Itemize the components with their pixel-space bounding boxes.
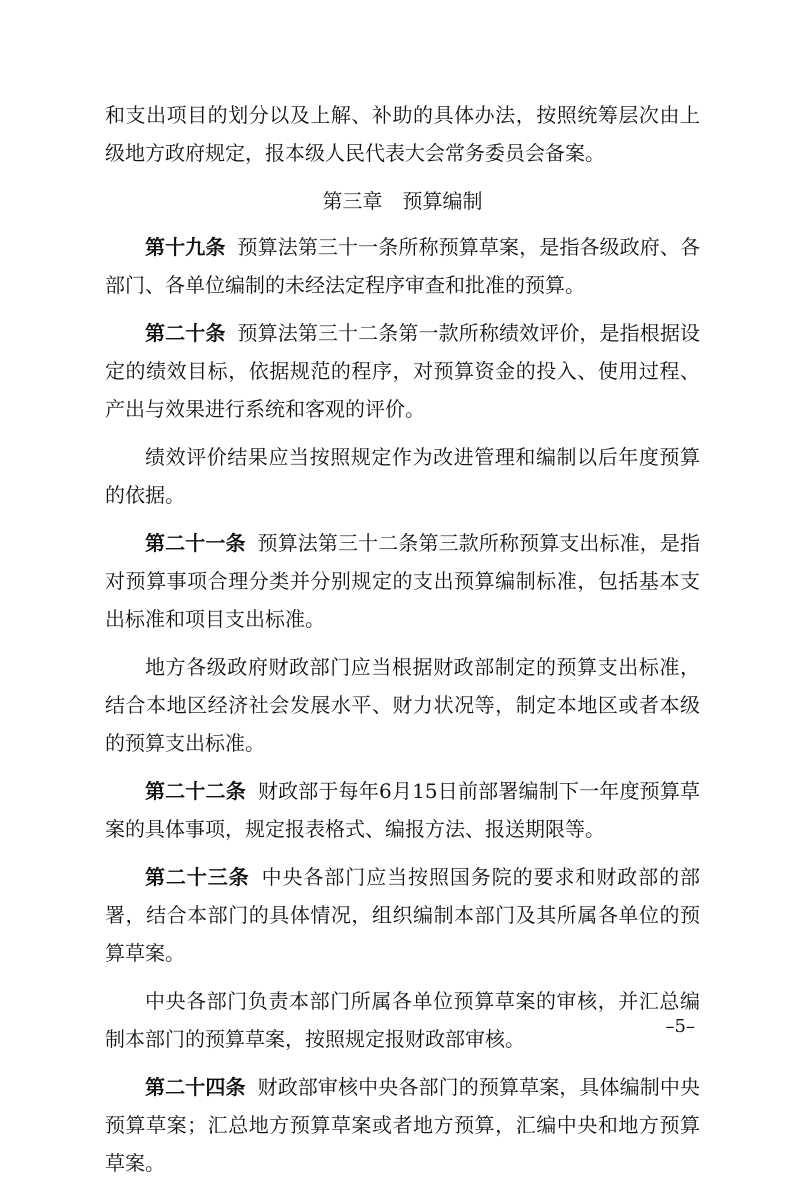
article-number: 第二十二条	[145, 779, 246, 803]
article-23	[105, 858, 700, 972]
article-text: 预算法第三十一条所称预算草案，是指各级政府、各部门、各单位编制的未经法定程序审查和批准的预算。	[105, 235, 701, 297]
paragraph: 绩效评价结果应当按照规定作为改进管理和编制以后年度预算的依据。	[105, 445, 700, 507]
article-number: 第二十一条	[145, 531, 246, 555]
article-22	[105, 772, 700, 848]
article-19	[105, 228, 700, 304]
article-text: 预算法第三十二条第三款所称预算支出标准，是指对预算事项合理分类并分别规定的支出预算编制标准，包括基本支出标准和项目支出标准。	[105, 531, 701, 631]
paragraph: 中央各部门负责本部门所属各单位预算草案的审核，并汇总编制本部门的预算草案，按照规定报财政部审核。	[105, 989, 700, 1051]
article-21	[105, 524, 700, 638]
article-number: 第二十三条	[145, 865, 250, 889]
article-24	[105, 1068, 700, 1182]
body-text	[105, 96, 700, 1192]
article-text: 财政部于每年6月15日前部署编制下一年度预算草案的具体事项，规定报表格式、编报方法、报送期限等。	[105, 779, 700, 841]
paragraph: 地方各级政府财政部门应当根据财政部制定的预算支出标准，结合本地区经济社会发展水平、财力状况等，制定本地区或者本级的预算支出标准。	[105, 655, 700, 755]
article-text: 财政部审核中央各部门的预算草案，具体编制中央预算草案；汇总地方预算草案或者地方预算，汇编中央和地方预算草案。	[105, 1075, 701, 1175]
paragraph-continuation: 和支出项目的划分以及上解、补助的具体办法，按照统筹层次由上级地方政府规定，报本级人民代表大会常务委员会备案。	[105, 103, 700, 165]
article-number: 第二十四条	[145, 1075, 246, 1099]
page-number: –5–	[665, 1016, 695, 1037]
article-text: 中央各部门应当按照国务院的要求和财政部的部署，结合本部门的具体情况，组织编制本部门及其所属各单位的预算草案。	[105, 865, 701, 965]
article-number: 第二十条	[145, 321, 226, 345]
article-text: 预算法第三十二条第一款所称绩效评价，是指根据设定的绩效目标，依据规范的程序，对预算资金的投入、使用过程、产出与效果进行系统和客观的评价。	[105, 321, 701, 421]
article-number: 第十九条	[145, 235, 226, 259]
article-20	[105, 314, 700, 428]
chapter-heading: 第三章 预算编制	[322, 189, 483, 213]
